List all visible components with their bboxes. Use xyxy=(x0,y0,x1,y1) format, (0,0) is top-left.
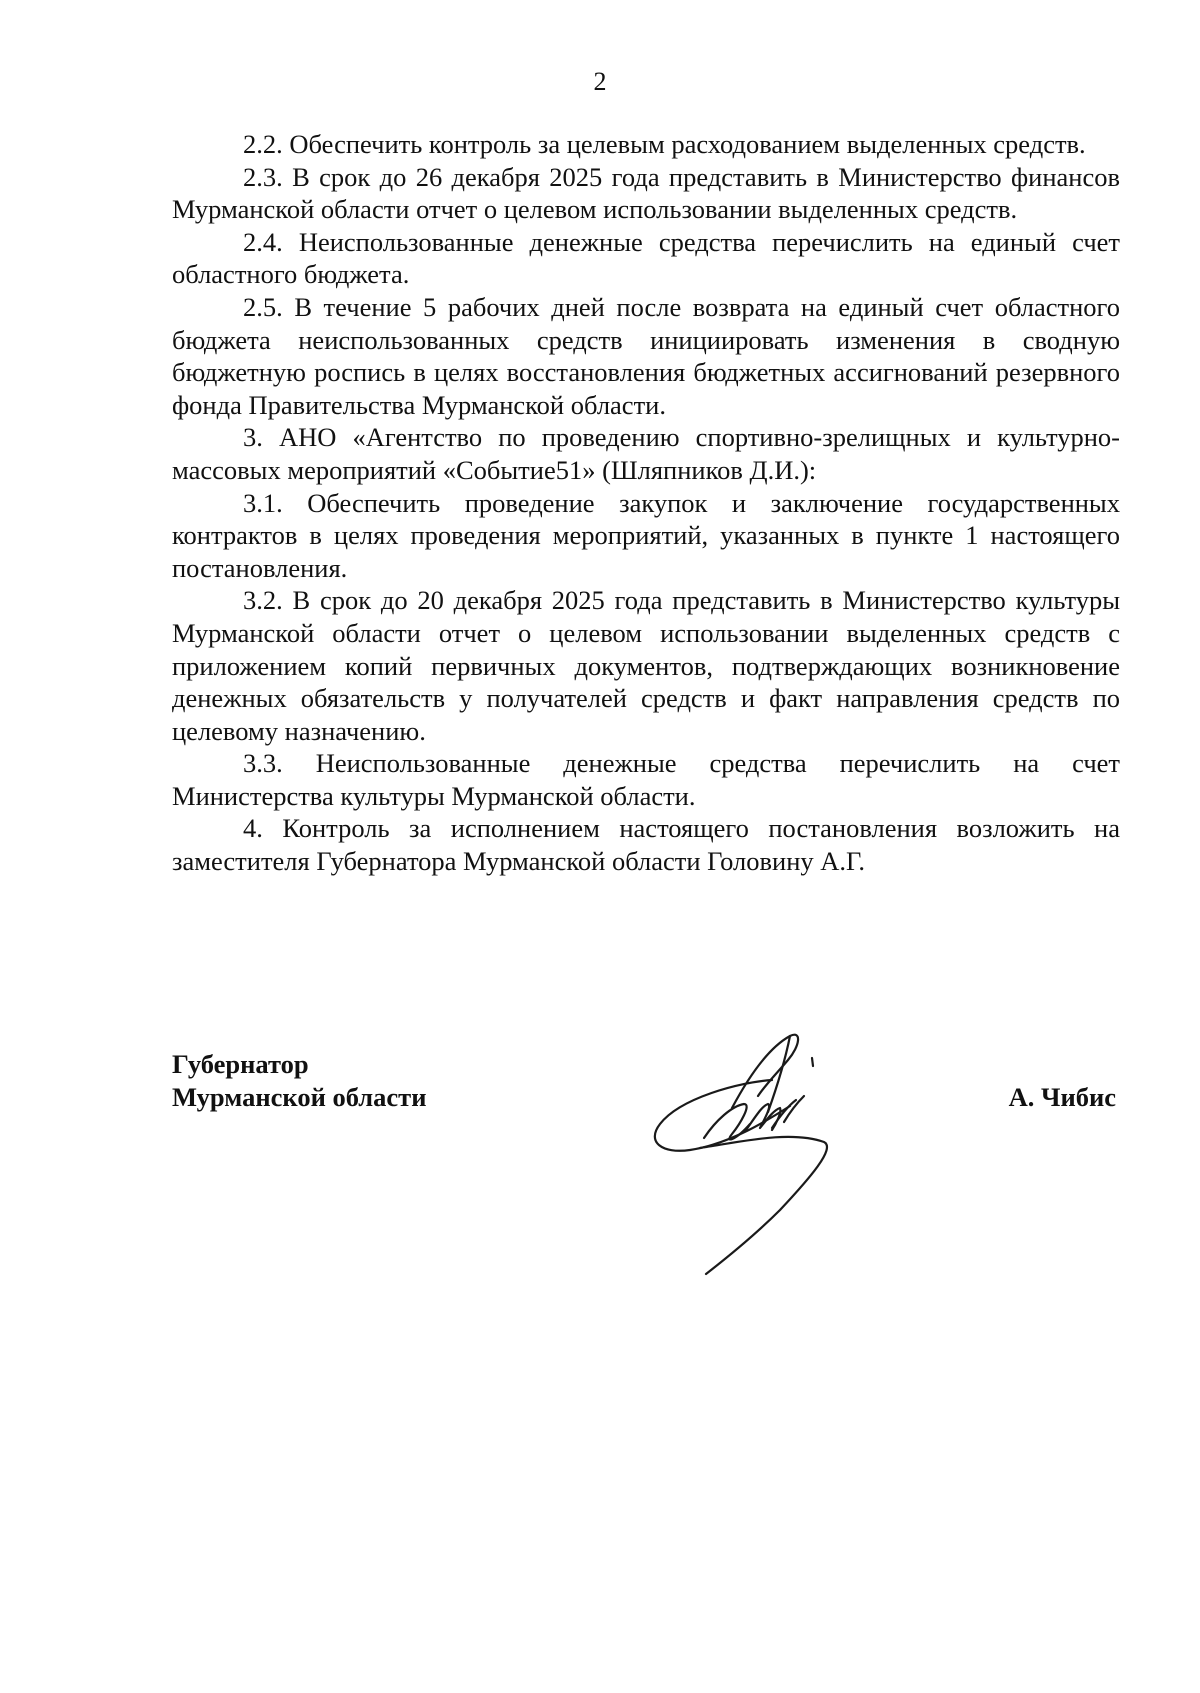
paragraph-2-5: 2.5. В течение 5 рабочих дней после возврата на единый счет областного бюджета неиспользованных средств инициировать изменения в сводную бюджетную роспись в целях восстановления бюджетных ассигнований резервного фонда Правительства Мурманской области. xyxy=(172,291,1120,420)
paragraph-3-3: 3.3. Неиспользованные денежные средства перечислить на счет Министерства культуры Мурманской области. xyxy=(172,748,1120,811)
signatory-name: А. Чибис xyxy=(1008,1082,1116,1112)
page-number: 2 xyxy=(593,67,607,96)
paragraph-3-1: 3.1. Обеспечить проведение закупок и заключение государственных контрактов в целях проведения мероприятий, указанных в пункте 1 настоящего постановления. xyxy=(172,487,1120,583)
signatory-title-line1: Губернатор xyxy=(172,1049,309,1079)
signatory-title xyxy=(172,1048,426,1113)
handwritten-signature xyxy=(640,1020,900,1280)
paragraph-2-2: 2.2. Обеспечить контроль за целевым расходованием выделенных средств. xyxy=(243,129,1086,159)
paragraph-2-3: 2.3. В срок до 26 декабря 2025 года представить в Министерство финансов Мурманской области отчет о целевом использовании выделенных средств. xyxy=(172,161,1120,225)
paragraph-3-2: 3.2. В срок до 20 декабря 2025 года представить в Министерство культуры Мурманской области отчет о целевом использовании выделенных средств с приложением копий первичных документов, подтверждающих возникновение денежных обязательств у получателей средств и факт направления средств по целевому назначению. xyxy=(172,585,1120,746)
paragraph-4: 4. Контроль за исполнением настоящего постановления возложить на заместителя Губернатора Мурманской области Головину А.Г. xyxy=(172,813,1120,877)
signatory-title-line2: Мурманской области xyxy=(172,1081,427,1112)
paragraph-3: 3. АНО «Агентство по проведению спортивно-зрелищных и культурно-массовых мероприятий «Событие51» (Шляпников Д.И.): xyxy=(172,422,1120,485)
paragraph-2-4: 2.4. Неиспользованные денежные средства перечислить на единый счет областного бюджета. xyxy=(172,226,1120,290)
